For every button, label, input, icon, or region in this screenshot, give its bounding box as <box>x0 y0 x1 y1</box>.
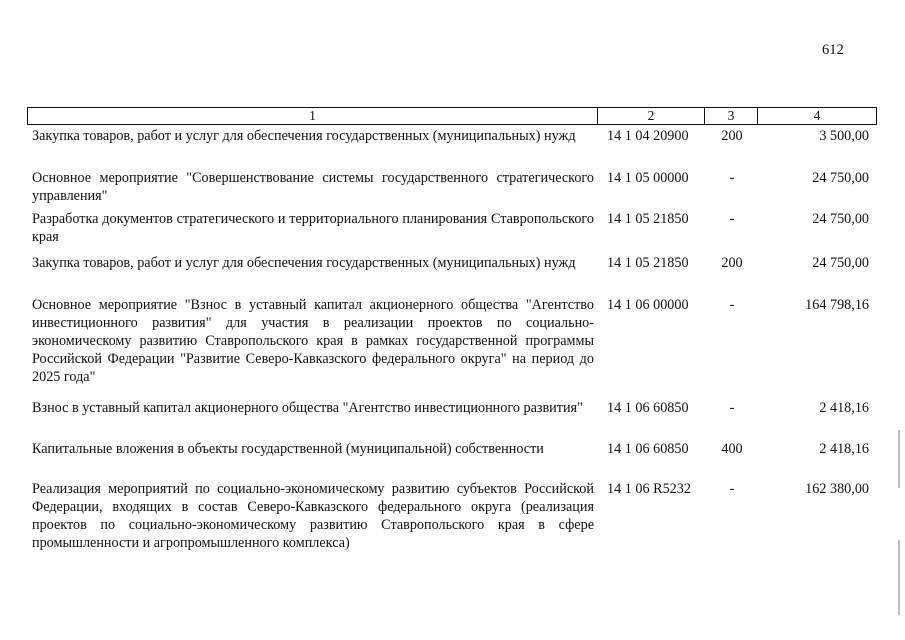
row-type: 400 <box>721 441 743 457</box>
row-type: - <box>729 297 735 313</box>
row-sum: 162 380,00 <box>805 481 869 497</box>
row-name: Закупка товаров, работ и услуг для обеспечения государственных (муниципальных) нужд <box>32 255 576 271</box>
row-name: Основное мероприятие "Совершенствование системы государственного стратегического управления" <box>32 170 594 204</box>
row-type: - <box>729 170 735 186</box>
row-type: - <box>729 481 735 497</box>
row-type: 200 <box>721 128 743 144</box>
row-type: 200 <box>721 255 743 271</box>
row-code: 14 1 05 21850 <box>607 211 689 227</box>
row-name: Взнос в уставный капитал акционерного общества "Агентство инвестиционного развития" <box>32 400 583 416</box>
header-col-3: 3 <box>705 108 758 124</box>
row-sum: 24 750,00 <box>812 211 869 227</box>
row-type: - <box>729 400 735 416</box>
row-sum: 2 418,16 <box>819 400 869 416</box>
header-col-2: 2 <box>598 108 705 124</box>
row-name: Реализация мероприятий по социально-экономическому развитию субъектов Российской Федерации, входящих в состав Северо-Кавказского федерального округа (реализация проектов по социально-экономическому развитию Ставропольского края в сфере промышленности и агропромышленного комплекса) <box>32 481 594 551</box>
row-code: 14 1 05 00000 <box>607 170 689 186</box>
scan-artifact-line <box>898 430 900 488</box>
row-name: Закупка товаров, работ и услуг для обеспечения государственных (муниципальных) нужд <box>32 128 576 144</box>
row-sum: 3 500,00 <box>819 128 869 144</box>
row-sum: 24 750,00 <box>812 170 869 186</box>
header-col-1: 1 <box>28 108 598 124</box>
row-code: 14 1 06 00000 <box>607 297 689 313</box>
row-name: Основное мероприятие "Взнос в уставный капитал акционерного общества "Агентство инвестиционного развития" для участия в реализации проектов по социально-экономическому развитию Ставропольского края в рамках государственной программы Российской Федерации "Развитие Северо-Кавказского федерального округа" на период до 2025 года" <box>32 297 594 385</box>
row-sum: 24 750,00 <box>812 255 869 271</box>
row-code: 14 1 04 20900 <box>607 128 689 144</box>
row-code: 14 1 06 60850 <box>607 441 689 457</box>
row-code: 14 1 06 60850 <box>607 400 689 416</box>
row-code: 14 1 05 21850 <box>607 255 689 271</box>
row-name: Разработка документов стратегического и территориального планирования Ставропольского края <box>32 211 594 245</box>
row-name: Капитальные вложения в объекты государственной (муниципальной) собственности <box>32 441 544 457</box>
header-col-4: 4 <box>813 108 821 123</box>
row-sum: 2 418,16 <box>819 441 869 457</box>
row-code: 14 1 06 R5232 <box>607 481 691 497</box>
page-number: 612 <box>822 42 844 58</box>
scan-artifact-line <box>898 540 900 615</box>
table-header <box>27 107 877 125</box>
row-type: - <box>729 211 735 227</box>
row-sum: 164 798,16 <box>805 297 869 313</box>
